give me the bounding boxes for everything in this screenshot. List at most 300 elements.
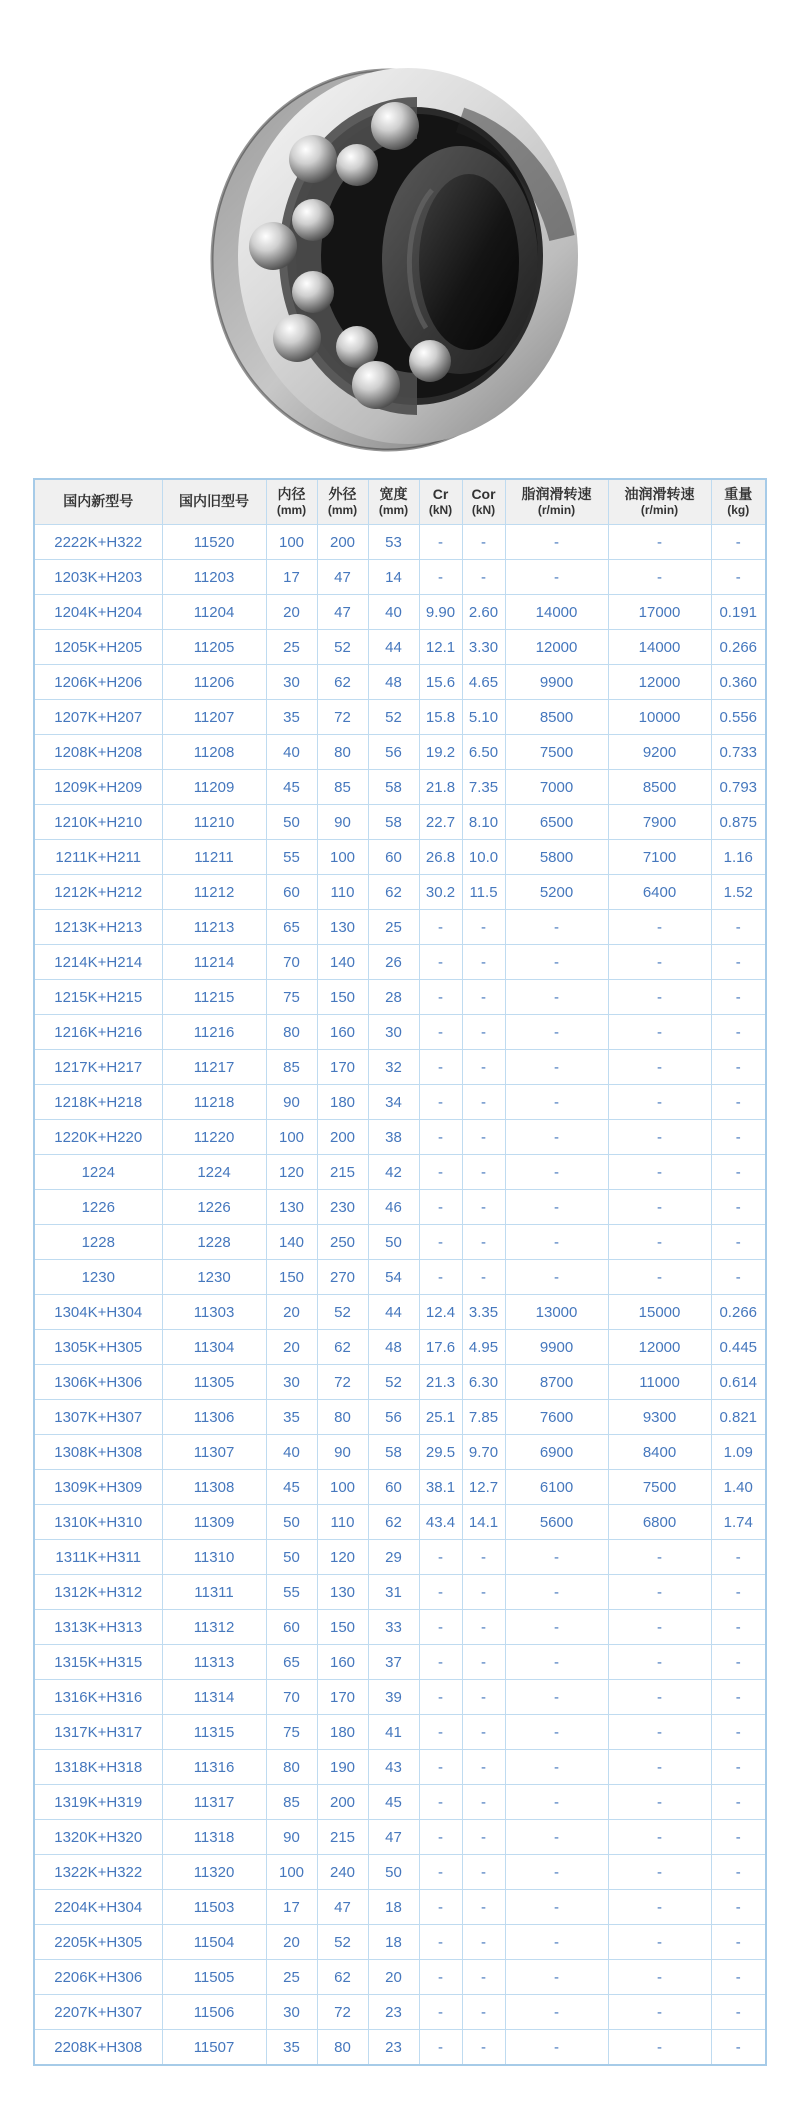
table-row xyxy=(34,1365,766,1400)
cell-cor: 2.60 xyxy=(462,595,505,630)
cell-weight: - xyxy=(711,1645,766,1680)
cell-oil-speed: - xyxy=(608,1750,711,1785)
table-row xyxy=(34,1470,766,1505)
cell-grease-speed: - xyxy=(505,1890,608,1925)
cell-oil-speed: 7100 xyxy=(608,840,711,875)
cell-cor: - xyxy=(462,1085,505,1120)
cell-bore-diameter: 90 xyxy=(266,1085,317,1120)
table-row xyxy=(34,1400,766,1435)
cell-old-model: 11315 xyxy=(162,1715,266,1750)
cell-grease-speed: - xyxy=(505,1715,608,1750)
cell-grease-speed: - xyxy=(505,1750,608,1785)
cell-oil-speed: - xyxy=(608,1575,711,1610)
cell-width: 28 xyxy=(368,980,419,1015)
cell-weight: - xyxy=(711,1540,766,1575)
cell-grease-speed: 7500 xyxy=(505,735,608,770)
cell-cr: - xyxy=(419,1610,462,1645)
cell-old-model: 11215 xyxy=(162,980,266,1015)
cell-old-model: 11313 xyxy=(162,1645,266,1680)
cell-bore-diameter: 30 xyxy=(266,1365,317,1400)
cell-grease-speed: - xyxy=(505,1190,608,1225)
cell-bore-diameter: 50 xyxy=(266,1505,317,1540)
cell-cr: - xyxy=(419,1960,462,1995)
cell-old-model: 11211 xyxy=(162,840,266,875)
cell-weight: - xyxy=(711,1680,766,1715)
cell-new-model: 1308K+H308 xyxy=(34,1435,162,1470)
cell-new-model: 1320K+H320 xyxy=(34,1820,162,1855)
column-header-cor: Cor (kN) xyxy=(462,479,505,525)
cell-cr: 17.6 xyxy=(419,1330,462,1365)
cell-outer-diameter: 180 xyxy=(317,1085,368,1120)
cell-cr: - xyxy=(419,1925,462,1960)
cell-cr: - xyxy=(419,1260,462,1295)
cell-width: 47 xyxy=(368,1820,419,1855)
cell-old-model: 11320 xyxy=(162,1855,266,1890)
cell-cr: - xyxy=(419,1155,462,1190)
cell-cor: 9.70 xyxy=(462,1435,505,1470)
cell-weight: 1.40 xyxy=(711,1470,766,1505)
cell-outer-diameter: 62 xyxy=(317,1960,368,1995)
cell-old-model: 11210 xyxy=(162,805,266,840)
cell-bore-diameter: 60 xyxy=(266,1610,317,1645)
cell-weight: 0.445 xyxy=(711,1330,766,1365)
cell-old-model: 11308 xyxy=(162,1470,266,1505)
cell-old-model: 11207 xyxy=(162,700,266,735)
table-row xyxy=(34,1855,766,1890)
cell-oil-speed: - xyxy=(608,1680,711,1715)
cell-new-model: 1203K+H203 xyxy=(34,560,162,595)
cell-cr: 21.8 xyxy=(419,770,462,805)
cell-old-model: 11507 xyxy=(162,2030,266,2066)
cell-cr: 12.1 xyxy=(419,630,462,665)
cell-weight: - xyxy=(711,1890,766,1925)
table-row xyxy=(34,805,766,840)
cell-grease-speed: 7600 xyxy=(505,1400,608,1435)
cell-old-model: 11503 xyxy=(162,1890,266,1925)
cell-bore-diameter: 25 xyxy=(266,1960,317,1995)
cell-new-model: 1204K+H204 xyxy=(34,595,162,630)
cell-weight: - xyxy=(711,1085,766,1120)
column-header-bore-diameter: 内径 (mm) xyxy=(266,479,317,525)
cell-weight: - xyxy=(711,1750,766,1785)
cell-cor: 6.50 xyxy=(462,735,505,770)
cell-oil-speed: - xyxy=(608,1820,711,1855)
cell-grease-speed: 8500 xyxy=(505,700,608,735)
cell-oil-speed: - xyxy=(608,1120,711,1155)
cell-bore-diameter: 25 xyxy=(266,630,317,665)
cell-grease-speed: - xyxy=(505,1855,608,1890)
cell-oil-speed: - xyxy=(608,1960,711,1995)
cell-oil-speed: 6400 xyxy=(608,875,711,910)
cell-bore-diameter: 150 xyxy=(266,1260,317,1295)
cell-bore-diameter: 55 xyxy=(266,1575,317,1610)
cell-new-model: 1213K+H213 xyxy=(34,910,162,945)
cell-oil-speed: - xyxy=(608,980,711,1015)
cell-cor: 8.10 xyxy=(462,805,505,840)
cell-width: 58 xyxy=(368,805,419,840)
cell-grease-speed: - xyxy=(505,1575,608,1610)
cell-outer-diameter: 47 xyxy=(317,1890,368,1925)
cell-weight: - xyxy=(711,1015,766,1050)
cell-cr: - xyxy=(419,1750,462,1785)
cell-width: 29 xyxy=(368,1540,419,1575)
cell-width: 48 xyxy=(368,1330,419,1365)
cell-weight: - xyxy=(711,1575,766,1610)
cell-bore-diameter: 80 xyxy=(266,1015,317,1050)
cell-cr: - xyxy=(419,1575,462,1610)
cell-width: 18 xyxy=(368,1890,419,1925)
cell-bore-diameter: 40 xyxy=(266,735,317,770)
cell-width: 18 xyxy=(368,1925,419,1960)
cell-old-model: 11506 xyxy=(162,1995,266,2030)
cell-weight: - xyxy=(711,1785,766,1820)
cell-oil-speed: - xyxy=(608,1785,711,1820)
cell-grease-speed: - xyxy=(505,945,608,980)
cell-width: 32 xyxy=(368,1050,419,1085)
cell-new-model: 1224 xyxy=(34,1155,162,1190)
cell-cr: 15.8 xyxy=(419,700,462,735)
cell-cor: - xyxy=(462,1960,505,1995)
cell-bore-diameter: 45 xyxy=(266,770,317,805)
cell-grease-speed: 6500 xyxy=(505,805,608,840)
cell-cr: - xyxy=(419,1785,462,1820)
cell-cor: - xyxy=(462,910,505,945)
table-row xyxy=(34,1995,766,2030)
cell-weight: - xyxy=(711,1225,766,1260)
cell-weight: - xyxy=(711,1155,766,1190)
cell-bore-diameter: 20 xyxy=(266,1330,317,1365)
cell-new-model: 1311K+H311 xyxy=(34,1540,162,1575)
cell-new-model: 1310K+H310 xyxy=(34,1505,162,1540)
cell-cor: - xyxy=(462,1855,505,1890)
cell-outer-diameter: 170 xyxy=(317,1050,368,1085)
cell-new-model: 1218K+H218 xyxy=(34,1085,162,1120)
table-row xyxy=(34,1050,766,1085)
cell-width: 31 xyxy=(368,1575,419,1610)
cell-weight: 0.556 xyxy=(711,700,766,735)
cell-cr: 29.5 xyxy=(419,1435,462,1470)
cell-bore-diameter: 120 xyxy=(266,1155,317,1190)
cell-grease-speed: 5800 xyxy=(505,840,608,875)
cell-outer-diameter: 215 xyxy=(317,1820,368,1855)
product-image xyxy=(0,0,800,458)
cell-width: 56 xyxy=(368,1400,419,1435)
bearing-spec-table xyxy=(33,478,767,2066)
cell-cr: - xyxy=(419,1085,462,1120)
cell-oil-speed: 9300 xyxy=(608,1400,711,1435)
cell-oil-speed: - xyxy=(608,1085,711,1120)
cell-cr: - xyxy=(419,2030,462,2066)
cell-grease-speed: 5600 xyxy=(505,1505,608,1540)
cell-bore-diameter: 85 xyxy=(266,1785,317,1820)
table-row xyxy=(34,875,766,910)
cell-oil-speed: 17000 xyxy=(608,595,711,630)
table-row xyxy=(34,1015,766,1050)
cell-oil-speed: - xyxy=(608,1260,711,1295)
cell-old-model: 11208 xyxy=(162,735,266,770)
cell-new-model: 2204K+H304 xyxy=(34,1890,162,1925)
cell-cor: - xyxy=(462,1190,505,1225)
cell-bore-diameter: 17 xyxy=(266,1890,317,1925)
cell-oil-speed: 7500 xyxy=(608,1470,711,1505)
cell-bore-diameter: 17 xyxy=(266,560,317,595)
cell-old-model: 11312 xyxy=(162,1610,266,1645)
cell-old-model: 11305 xyxy=(162,1365,266,1400)
cell-oil-speed: 9200 xyxy=(608,735,711,770)
cell-cr: 43.4 xyxy=(419,1505,462,1540)
table-row xyxy=(34,1820,766,1855)
cell-cor: - xyxy=(462,1225,505,1260)
table-row xyxy=(34,1540,766,1575)
cell-bore-diameter: 90 xyxy=(266,1820,317,1855)
cell-cor: - xyxy=(462,525,505,560)
cell-grease-speed: - xyxy=(505,910,608,945)
cell-bore-diameter: 65 xyxy=(266,1645,317,1680)
cell-cor: - xyxy=(462,945,505,980)
cell-old-model: 11217 xyxy=(162,1050,266,1085)
cell-outer-diameter: 160 xyxy=(317,1015,368,1050)
cell-grease-speed: 7000 xyxy=(505,770,608,805)
table-row xyxy=(34,1610,766,1645)
table-row xyxy=(34,1435,766,1470)
table-row xyxy=(34,1120,766,1155)
cell-new-model: 1210K+H210 xyxy=(34,805,162,840)
cell-weight: - xyxy=(711,560,766,595)
cell-outer-diameter: 250 xyxy=(317,1225,368,1260)
cell-outer-diameter: 140 xyxy=(317,945,368,980)
cell-cor: - xyxy=(462,1050,505,1085)
cell-outer-diameter: 215 xyxy=(317,1155,368,1190)
cell-oil-speed: 10000 xyxy=(608,700,711,735)
cell-outer-diameter: 100 xyxy=(317,840,368,875)
cell-cr: 26.8 xyxy=(419,840,462,875)
cell-cor: 7.85 xyxy=(462,1400,505,1435)
cell-weight: 1.16 xyxy=(711,840,766,875)
cell-width: 58 xyxy=(368,770,419,805)
cell-grease-speed: - xyxy=(505,2030,608,2066)
cell-oil-speed: - xyxy=(608,1050,711,1085)
cell-bore-diameter: 55 xyxy=(266,840,317,875)
table-row xyxy=(34,770,766,805)
cell-weight: 0.614 xyxy=(711,1365,766,1400)
cell-new-model: 1317K+H317 xyxy=(34,1715,162,1750)
cell-width: 54 xyxy=(368,1260,419,1295)
cell-outer-diameter: 130 xyxy=(317,910,368,945)
cell-cr: 15.6 xyxy=(419,665,462,700)
cell-bore-diameter: 30 xyxy=(266,665,317,700)
table-row xyxy=(34,1715,766,1750)
table-row xyxy=(34,1925,766,1960)
cell-width: 52 xyxy=(368,700,419,735)
cell-grease-speed: - xyxy=(505,1225,608,1260)
cell-width: 43 xyxy=(368,1750,419,1785)
cell-grease-speed: 5200 xyxy=(505,875,608,910)
cell-outer-diameter: 72 xyxy=(317,700,368,735)
cell-oil-speed: - xyxy=(608,1855,711,1890)
cell-bore-diameter: 100 xyxy=(266,1120,317,1155)
cell-width: 41 xyxy=(368,1715,419,1750)
cell-grease-speed: - xyxy=(505,1960,608,1995)
cell-cr: - xyxy=(419,1645,462,1680)
cell-old-model: 11218 xyxy=(162,1085,266,1120)
cell-outer-diameter: 52 xyxy=(317,1925,368,1960)
cell-new-model: 1319K+H319 xyxy=(34,1785,162,1820)
cell-cor: 12.7 xyxy=(462,1470,505,1505)
cell-outer-diameter: 100 xyxy=(317,1470,368,1505)
cell-cr: 30.2 xyxy=(419,875,462,910)
cell-grease-speed: - xyxy=(505,560,608,595)
cell-bore-diameter: 30 xyxy=(266,1995,317,2030)
cell-old-model: 11304 xyxy=(162,1330,266,1365)
cell-bore-diameter: 85 xyxy=(266,1050,317,1085)
cell-oil-speed: - xyxy=(608,1540,711,1575)
cell-cr: - xyxy=(419,1890,462,1925)
column-header-weight: 重量 (kg) xyxy=(711,479,766,525)
cell-outer-diameter: 200 xyxy=(317,1120,368,1155)
cell-weight: - xyxy=(711,2030,766,2066)
cell-cr: 22.7 xyxy=(419,805,462,840)
cell-new-model: 1215K+H215 xyxy=(34,980,162,1015)
cell-width: 46 xyxy=(368,1190,419,1225)
cell-outer-diameter: 52 xyxy=(317,1295,368,1330)
cell-new-model: 1228 xyxy=(34,1225,162,1260)
cell-new-model: 1316K+H316 xyxy=(34,1680,162,1715)
cell-cor: - xyxy=(462,1260,505,1295)
cell-grease-speed: - xyxy=(505,1085,608,1120)
cell-cr: - xyxy=(419,1225,462,1260)
cell-cr: - xyxy=(419,1190,462,1225)
cell-width: 14 xyxy=(368,560,419,595)
cell-old-model: 11310 xyxy=(162,1540,266,1575)
table-body xyxy=(34,525,766,2066)
cell-bore-diameter: 20 xyxy=(266,1925,317,1960)
cell-width: 20 xyxy=(368,1960,419,1995)
cell-oil-speed: - xyxy=(608,525,711,560)
cell-oil-speed: 12000 xyxy=(608,1330,711,1365)
cell-old-model: 11309 xyxy=(162,1505,266,1540)
cell-outer-diameter: 200 xyxy=(317,1785,368,1820)
cell-weight: - xyxy=(711,1855,766,1890)
table-row xyxy=(34,1155,766,1190)
cell-grease-speed: - xyxy=(505,1820,608,1855)
cell-width: 30 xyxy=(368,1015,419,1050)
cell-cr: 25.1 xyxy=(419,1400,462,1435)
cell-outer-diameter: 170 xyxy=(317,1680,368,1715)
cell-cr: - xyxy=(419,525,462,560)
cell-weight: - xyxy=(711,525,766,560)
cell-outer-diameter: 47 xyxy=(317,595,368,630)
cell-oil-speed: - xyxy=(608,945,711,980)
cell-new-model: 1216K+H216 xyxy=(34,1015,162,1050)
cell-cr: - xyxy=(419,560,462,595)
cell-weight: 0.360 xyxy=(711,665,766,700)
cell-weight: - xyxy=(711,1715,766,1750)
table-row xyxy=(34,980,766,1015)
cell-new-model: 1313K+H313 xyxy=(34,1610,162,1645)
cell-bore-diameter: 80 xyxy=(266,1750,317,1785)
column-header-cr: Cr (kN) xyxy=(419,479,462,525)
cell-old-model: 11220 xyxy=(162,1120,266,1155)
table-row xyxy=(34,1960,766,1995)
cell-outer-diameter: 120 xyxy=(317,1540,368,1575)
cell-old-model: 1228 xyxy=(162,1225,266,1260)
table-row xyxy=(34,1680,766,1715)
cell-cor: - xyxy=(462,1890,505,1925)
cell-grease-speed: - xyxy=(505,1155,608,1190)
cell-width: 34 xyxy=(368,1085,419,1120)
cell-old-model: 1224 xyxy=(162,1155,266,1190)
cell-weight: - xyxy=(711,1820,766,1855)
cell-outer-diameter: 90 xyxy=(317,1435,368,1470)
cell-outer-diameter: 80 xyxy=(317,2030,368,2066)
cell-old-model: 1226 xyxy=(162,1190,266,1225)
cell-cor: 3.30 xyxy=(462,630,505,665)
cell-cor: 10.0 xyxy=(462,840,505,875)
cell-weight: - xyxy=(711,1610,766,1645)
cell-outer-diameter: 52 xyxy=(317,630,368,665)
cell-new-model: 1306K+H306 xyxy=(34,1365,162,1400)
cell-bore-diameter: 70 xyxy=(266,945,317,980)
cell-oil-speed: - xyxy=(608,910,711,945)
cell-cor: - xyxy=(462,1120,505,1155)
cell-grease-speed: - xyxy=(505,1540,608,1575)
cell-weight: 1.74 xyxy=(711,1505,766,1540)
cell-cor: - xyxy=(462,1680,505,1715)
cell-weight: - xyxy=(711,1960,766,1995)
table-row xyxy=(34,525,766,560)
cell-width: 25 xyxy=(368,910,419,945)
cell-cor: - xyxy=(462,1820,505,1855)
cell-outer-diameter: 150 xyxy=(317,1610,368,1645)
cell-outer-diameter: 200 xyxy=(317,525,368,560)
cell-width: 58 xyxy=(368,1435,419,1470)
column-header-grease-speed: 脂润滑转速 (r/min) xyxy=(505,479,608,525)
cell-outer-diameter: 47 xyxy=(317,560,368,595)
cell-cor: - xyxy=(462,560,505,595)
cell-cor: - xyxy=(462,1155,505,1190)
cell-cor: 14.1 xyxy=(462,1505,505,1540)
cell-new-model: 1318K+H318 xyxy=(34,1750,162,1785)
cell-width: 62 xyxy=(368,1505,419,1540)
cell-new-model: 1315K+H315 xyxy=(34,1645,162,1680)
cell-cor: - xyxy=(462,1995,505,2030)
cell-cr: 21.3 xyxy=(419,1365,462,1400)
cell-width: 44 xyxy=(368,1295,419,1330)
cell-outer-diameter: 180 xyxy=(317,1715,368,1750)
cell-bore-diameter: 35 xyxy=(266,1400,317,1435)
cell-cr: - xyxy=(419,1820,462,1855)
cell-bore-diameter: 70 xyxy=(266,1680,317,1715)
cell-grease-speed: 9900 xyxy=(505,1330,608,1365)
cell-width: 39 xyxy=(368,1680,419,1715)
cell-cor: 5.10 xyxy=(462,700,505,735)
cell-grease-speed: 6100 xyxy=(505,1470,608,1505)
cell-cr: - xyxy=(419,1540,462,1575)
cell-old-model: 11504 xyxy=(162,1925,266,1960)
table-row xyxy=(34,1330,766,1365)
column-header-oil-speed: 油润滑转速 (r/min) xyxy=(608,479,711,525)
cell-width: 60 xyxy=(368,1470,419,1505)
table-row xyxy=(34,1085,766,1120)
table-row xyxy=(34,665,766,700)
cell-cor: - xyxy=(462,980,505,1015)
cell-oil-speed: - xyxy=(608,1155,711,1190)
cell-cr: - xyxy=(419,1120,462,1155)
cell-new-model: 1312K+H312 xyxy=(34,1575,162,1610)
cell-width: 38 xyxy=(368,1120,419,1155)
cell-new-model: 1304K+H304 xyxy=(34,1295,162,1330)
cell-old-model: 11303 xyxy=(162,1295,266,1330)
